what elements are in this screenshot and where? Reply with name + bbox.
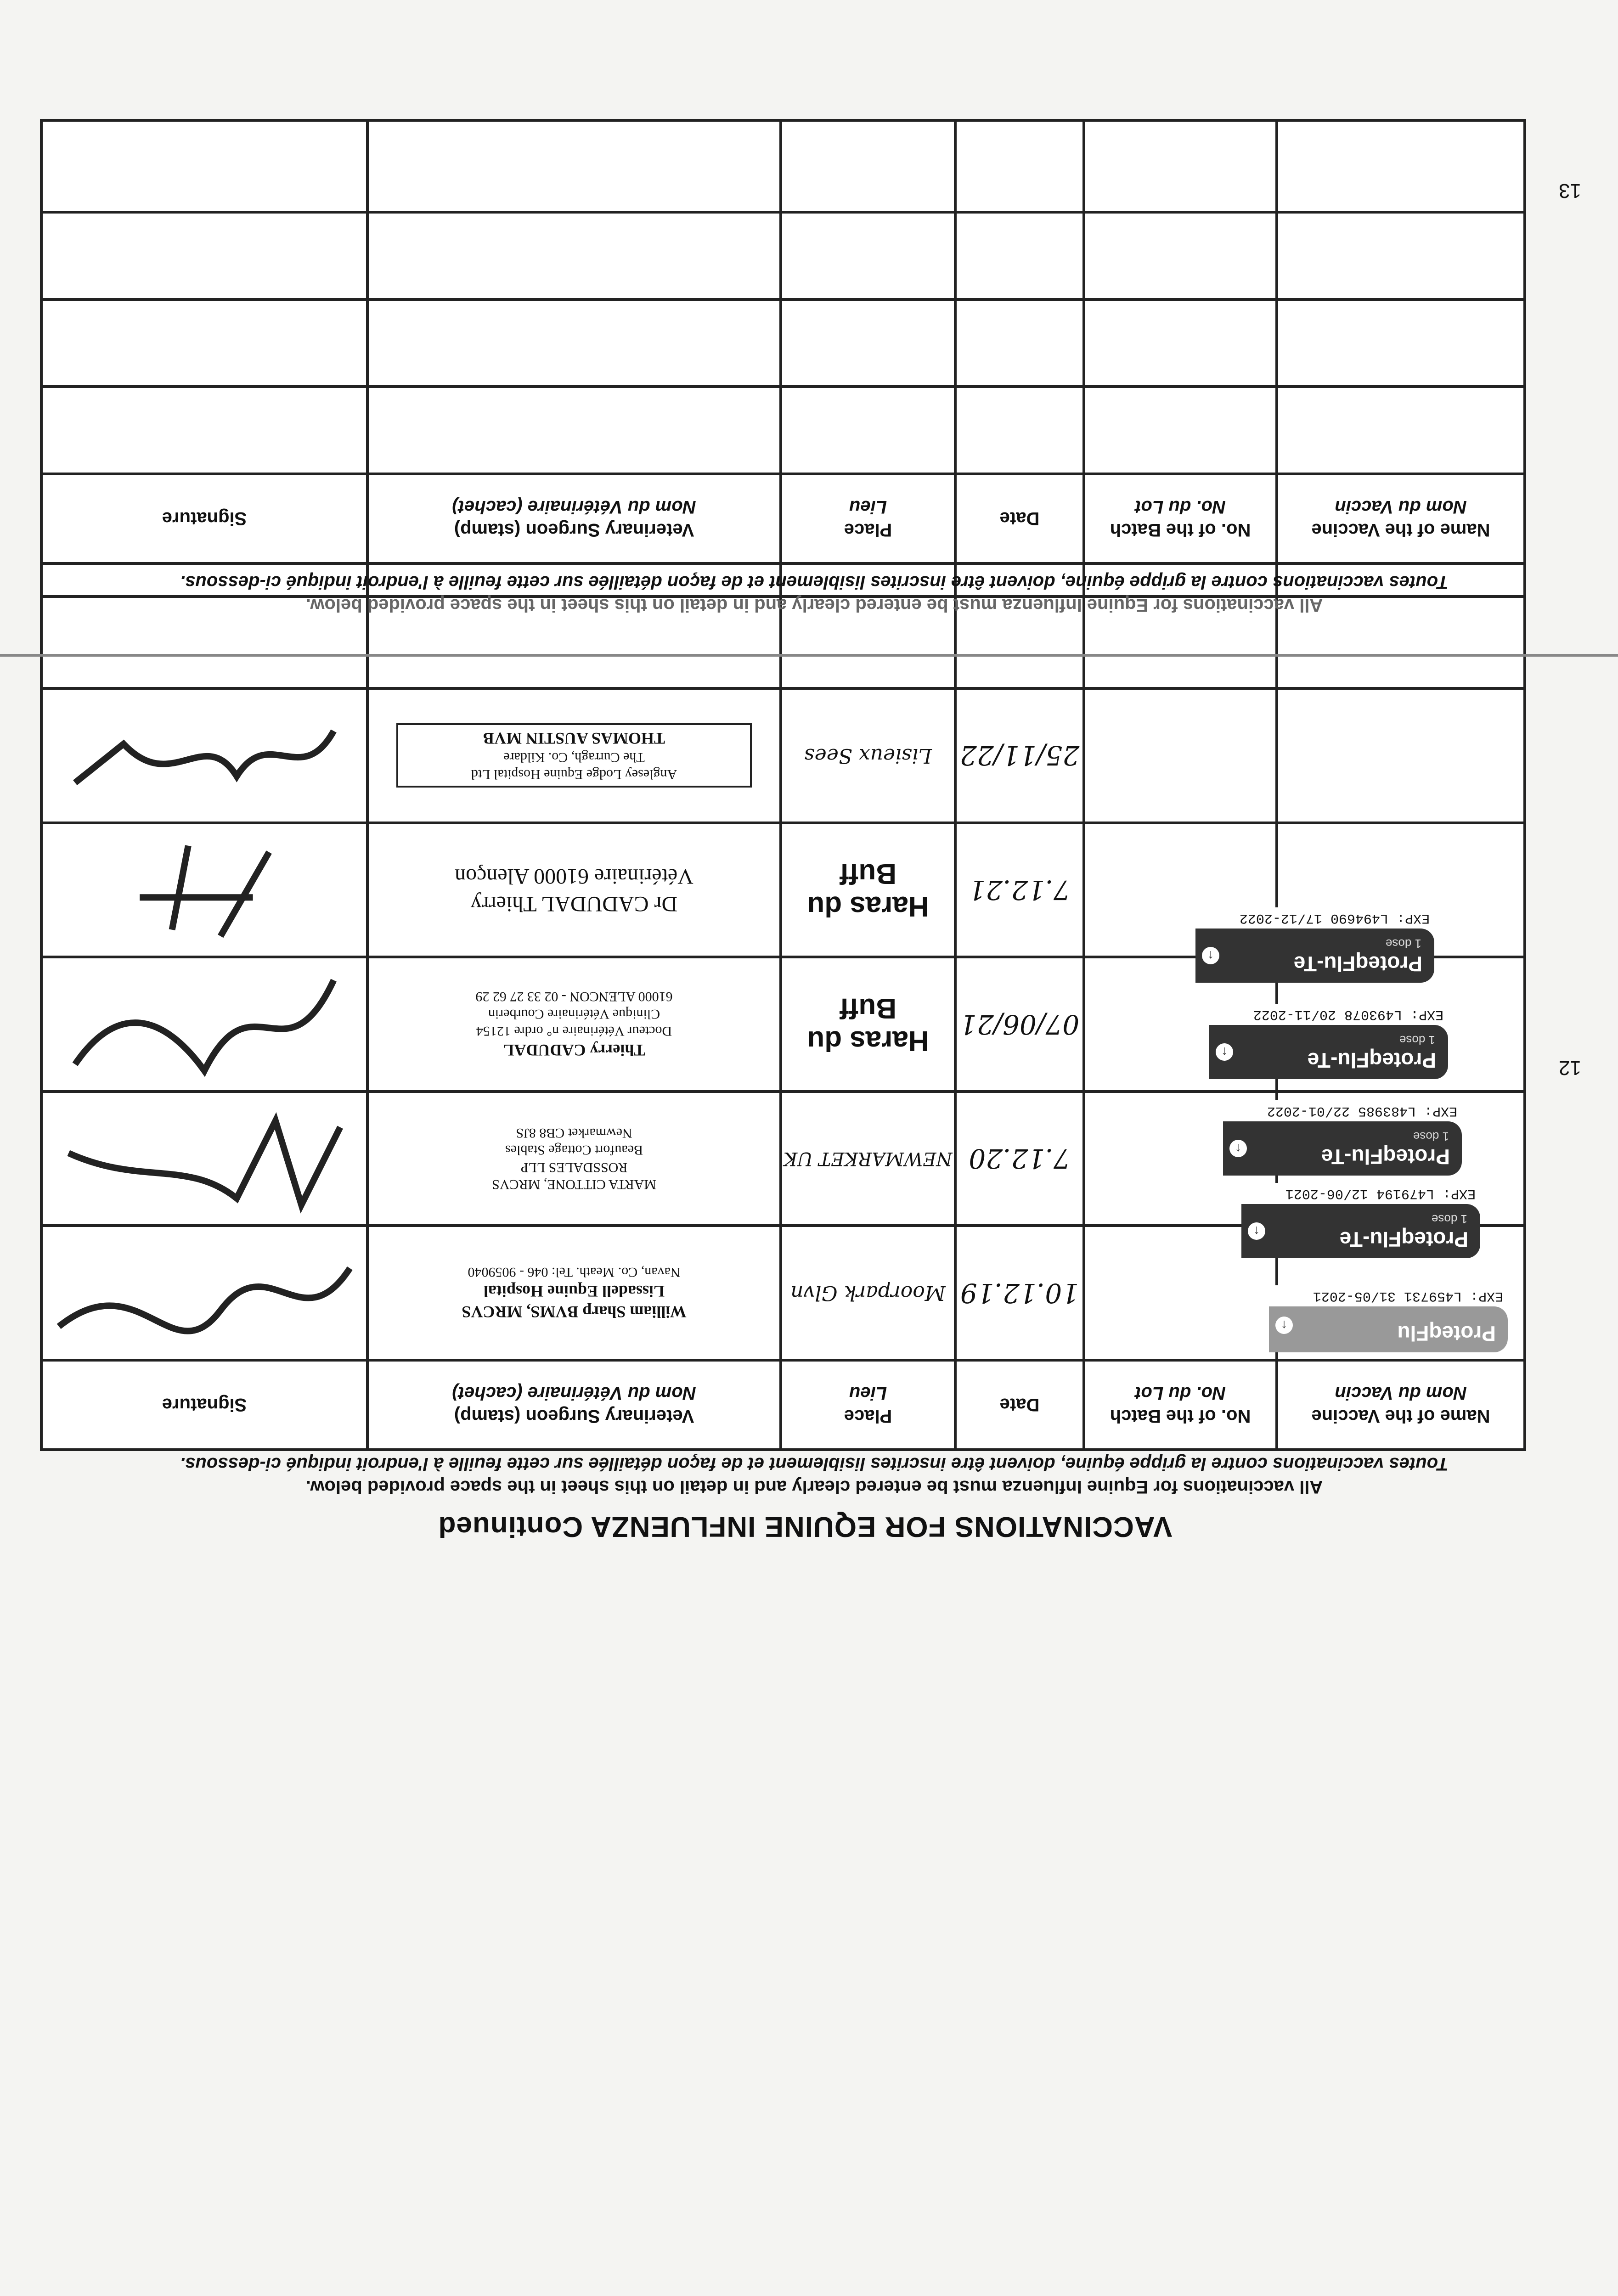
vaccine-sticker: ProteqFlu-Te 1 dose ↑ EXP: L494690 17/12-2022: [1195, 929, 1434, 983]
handwritten-signature-icon: [41, 1226, 367, 1360]
handwritten-signature-icon: [41, 957, 367, 1092]
col-surgeon: Veterinary Surgeon (stamp) Nom du Vétérinaire (cachet): [367, 474, 781, 563]
col-date: Date: [955, 1360, 1084, 1450]
vet-stamp: MARTA CITTONE, MRCVS ROSSDALES LLP Beaufort Cottage Stables Newmarket CB8 8JS: [367, 1092, 781, 1226]
vet-stamp: Thierry CADUDAL Docteur Vétérinaire n° ordre 12154 Clinique Vétérinaire Courberin 61000 ALENCON - 02 33 27 62 29: [367, 957, 781, 1092]
vaccine-sticker: ProteqFlu ↑ EXP: L459731 31/05-2021: [1269, 1306, 1508, 1352]
vaccine-cell: [1277, 688, 1525, 823]
vaccine-sticker: ProteqFlu-Te 1 dose ↑ EXP: L483985 22/01-2022: [1223, 1121, 1462, 1176]
place-cell: Moorpark Glvn: [781, 1226, 955, 1360]
header-row: [41, 474, 1525, 563]
date-cell: 10.12.19: [955, 1226, 1084, 1360]
handwritten-signature-icon: [41, 688, 367, 823]
col-date: Date: [955, 474, 1084, 563]
date-cell: 7.12.21: [955, 823, 1084, 957]
vet-stamp: Anglesey Lodge Equine Hospital Ltd The Curragh, Co. Kildare THOMAS AUSTIN MVB: [367, 688, 781, 823]
arrow-icon: ↑: [1216, 1043, 1233, 1061]
col-signature: Signature: [41, 474, 367, 563]
vaccine-sticker: ProteqFlu-Te 1 dose ↑ EXP: L493078 20/11-2022: [1209, 1025, 1448, 1079]
col-batch: No. of the Batch No. du Lot: [1084, 1360, 1277, 1450]
vet-stamp: Dr CADUDAL Thierry Vétérinaire 61000 Alençon: [367, 823, 781, 957]
col-place: Place Lieu: [781, 1360, 955, 1450]
header-row: [41, 1360, 1525, 1450]
table-row: [41, 120, 1525, 212]
arrow-icon: ↑: [1275, 1317, 1293, 1334]
vaccination-table-page-13: [40, 119, 1526, 565]
place-cell: NEWMARKET UK: [781, 1092, 955, 1226]
col-place: Place Lieu: [781, 474, 955, 563]
vet-stamp: William Sharp BVMS, MRCVS Lissadell Equine Hospital Navan, Co. Meath. Tel: 046 - 9059040: [367, 1226, 781, 1360]
handwritten-signature-icon: [41, 1092, 367, 1226]
arrow-icon: ↑: [1229, 1140, 1247, 1157]
instruction-en-p13: All vaccinations for Equine Influenza must be entered clearly and in detail on this sheet in the space provided below.: [305, 595, 1323, 615]
date-cell: 25/11/22: [955, 688, 1084, 823]
document-title: VACCINATIONS FOR EQUINE INFLUENZA Continued: [438, 1511, 1173, 1542]
vaccine-sticker: ProteqFlu-Te 1 dose ↑ EXP: L479194 12/06-2021: [1241, 1204, 1480, 1258]
instruction-fr-p13: Toutes vaccinations contre la grippe équine, doivent être inscrites lisiblement et de façon détaillée sur cette feuille à l'endroit indiqué ci-dessous.: [180, 572, 1449, 592]
instruction-en: All vaccinations for Equine Influenza must be entered clearly and in detail on this sheet in the space provided below.: [305, 1477, 1323, 1497]
table-row: [41, 688, 1525, 823]
table-row: [41, 212, 1525, 299]
col-vaccine: Name of the Vaccine Nom du Vaccin: [1277, 474, 1525, 563]
arrow-icon: ↑: [1248, 1222, 1265, 1240]
page-fold: [0, 654, 1618, 657]
page-number: 13: [1559, 180, 1581, 202]
col-vaccine: Name of the Vaccine Nom du Vaccin: [1277, 1360, 1525, 1450]
date-cell: 07/06/21: [955, 957, 1084, 1092]
col-batch: No. of the Batch No. du Lot: [1084, 474, 1277, 563]
place-cell: Lisieux Sees: [781, 688, 955, 823]
arrow-icon: ↑: [1202, 947, 1219, 964]
col-signature: Signature: [41, 1360, 367, 1450]
place-cell: Haras du Buff: [781, 823, 955, 957]
handwritten-signature-icon: [41, 823, 367, 957]
table-row: [41, 299, 1525, 387]
table-row: [41, 387, 1525, 474]
batch-cell: [1084, 688, 1277, 823]
page-number: 12: [1559, 1057, 1581, 1079]
date-cell: 7.12.20: [955, 1092, 1084, 1226]
place-cell: Haras du Buff: [781, 957, 955, 1092]
instruction-fr: Toutes vaccinations contre la grippe équine, doivent être inscrites lisiblement et de façon détaillée sur cette feuille à l'endroit indiqué ci-dessous.: [180, 1454, 1449, 1474]
col-surgeon: Veterinary Surgeon (stamp) Nom du Vétérinaire (cachet): [367, 1360, 781, 1450]
